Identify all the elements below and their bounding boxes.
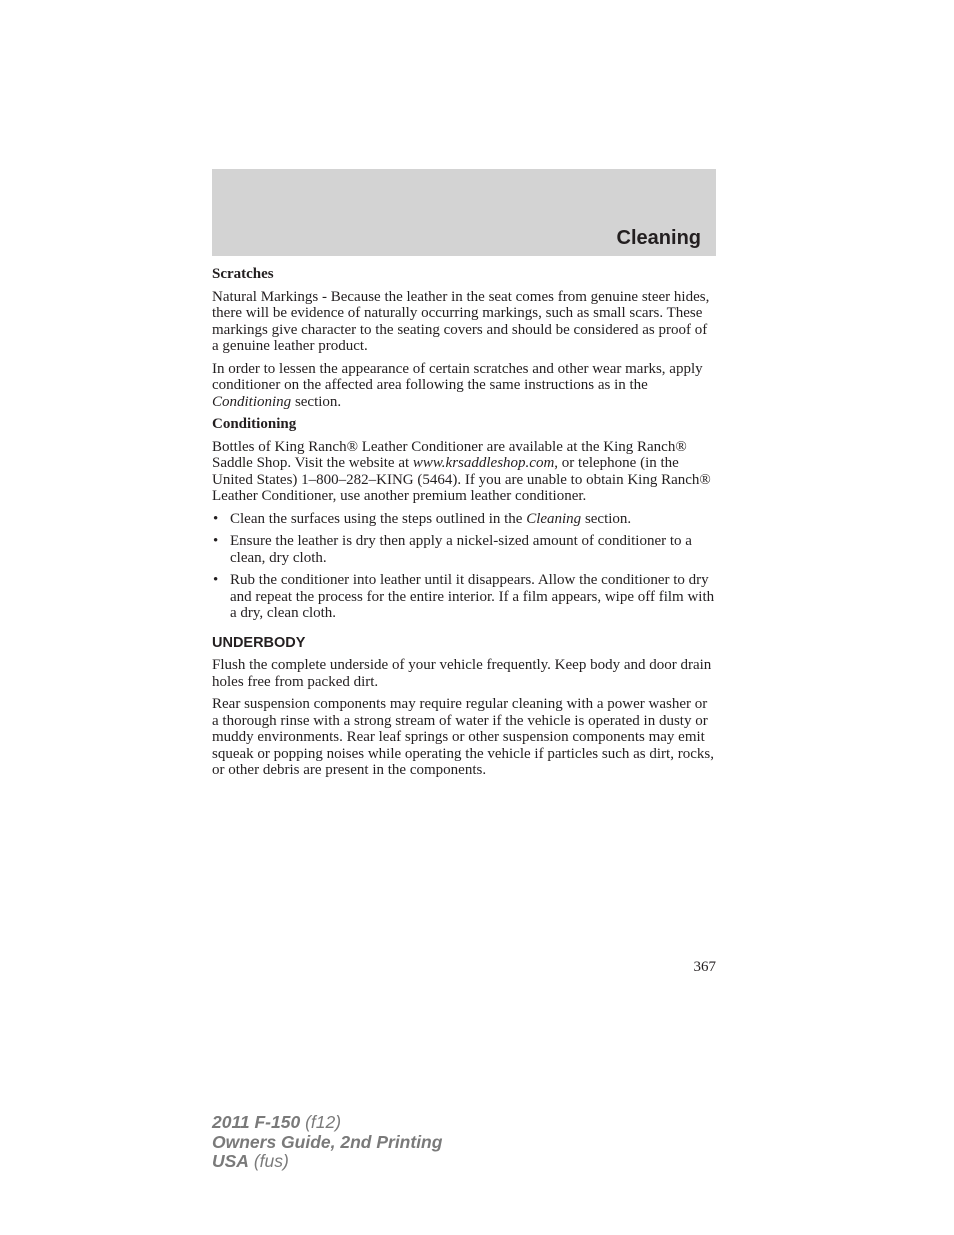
footer-line-1: 2011 F-150 (f12) xyxy=(212,1112,342,1132)
scratches-heading: Scratches xyxy=(212,266,274,282)
document-footer xyxy=(212,1113,442,1172)
bullet-icon: • xyxy=(213,510,219,527)
footer-line-3: USA (fus) xyxy=(212,1151,289,1171)
scratches-paragraph-1: Natural Markings - Because the leather in the seat comes from genuine steer hides, there will be evidence of naturally occurring markings, such as small scars. These markings give character to the seating covers and should be considered as proof of a genuine leather product. xyxy=(212,288,710,354)
page-number: 367 xyxy=(693,959,716,975)
bullet-icon: • xyxy=(213,533,219,549)
page-content xyxy=(212,266,716,785)
cleaning-reference: Cleaning xyxy=(526,510,582,527)
list-item: • Ensure the leather is dry then apply a nickel-sized amount of conditioner to a clean, dry cloth. xyxy=(213,533,692,566)
website-link: www.krsaddleshop.com xyxy=(412,455,555,471)
section-title: Cleaning xyxy=(616,227,701,249)
scratches-paragraph-2: In order to lessen the appearance of certain scratches and other wear marks, apply conditioner on the affected area following the same instructions as in the Conditioning section. xyxy=(212,360,703,410)
underbody-paragraph-1: Flush the complete underside of your vehicle frequently. Keep body and door drain holes free from packed dirt. xyxy=(212,657,712,690)
section-header-band xyxy=(212,169,716,256)
footer-line-2: Owners Guide, 2nd Printing xyxy=(212,1131,443,1152)
conditioning-steps-list xyxy=(212,511,716,622)
underbody-paragraph-2: Rear suspension components may require regular cleaning with a power washer or a thorough rinse with a strong stream of water if the vehicle is operated in dusty or muddy environments. Rear leaf springs or other suspension components may emit squeak or popping noises while operating the vehicle if particles such as dirt, rocks, or other debris are present in the components. xyxy=(212,696,714,778)
conditioning-heading: Conditioning xyxy=(212,416,297,432)
bullet-icon: • xyxy=(213,572,219,588)
conditioning-reference: Conditioning xyxy=(212,393,292,410)
list-item: • Rub the conditioner into leather until it disappears. Allow the conditioner to dry and repeat the process for the entire interior. If a film appears, wipe off film with a dry, clean cloth. xyxy=(213,572,715,621)
list-item: • Clean the surfaces using the steps outlined in the Cleaning section. xyxy=(213,510,632,527)
underbody-heading: UNDERBODY xyxy=(212,634,306,651)
conditioning-paragraph: Bottles of King Ranch® Leather Conditioner are available at the King Ranch® Saddle Shop. Visit the website at www.krsaddleshop.com, or telephone (in the United States) 1–800–282–KING (5464). If you are unable to obtain King Ranch® Leather Conditioner, use another premium leather conditioner. xyxy=(212,438,711,504)
